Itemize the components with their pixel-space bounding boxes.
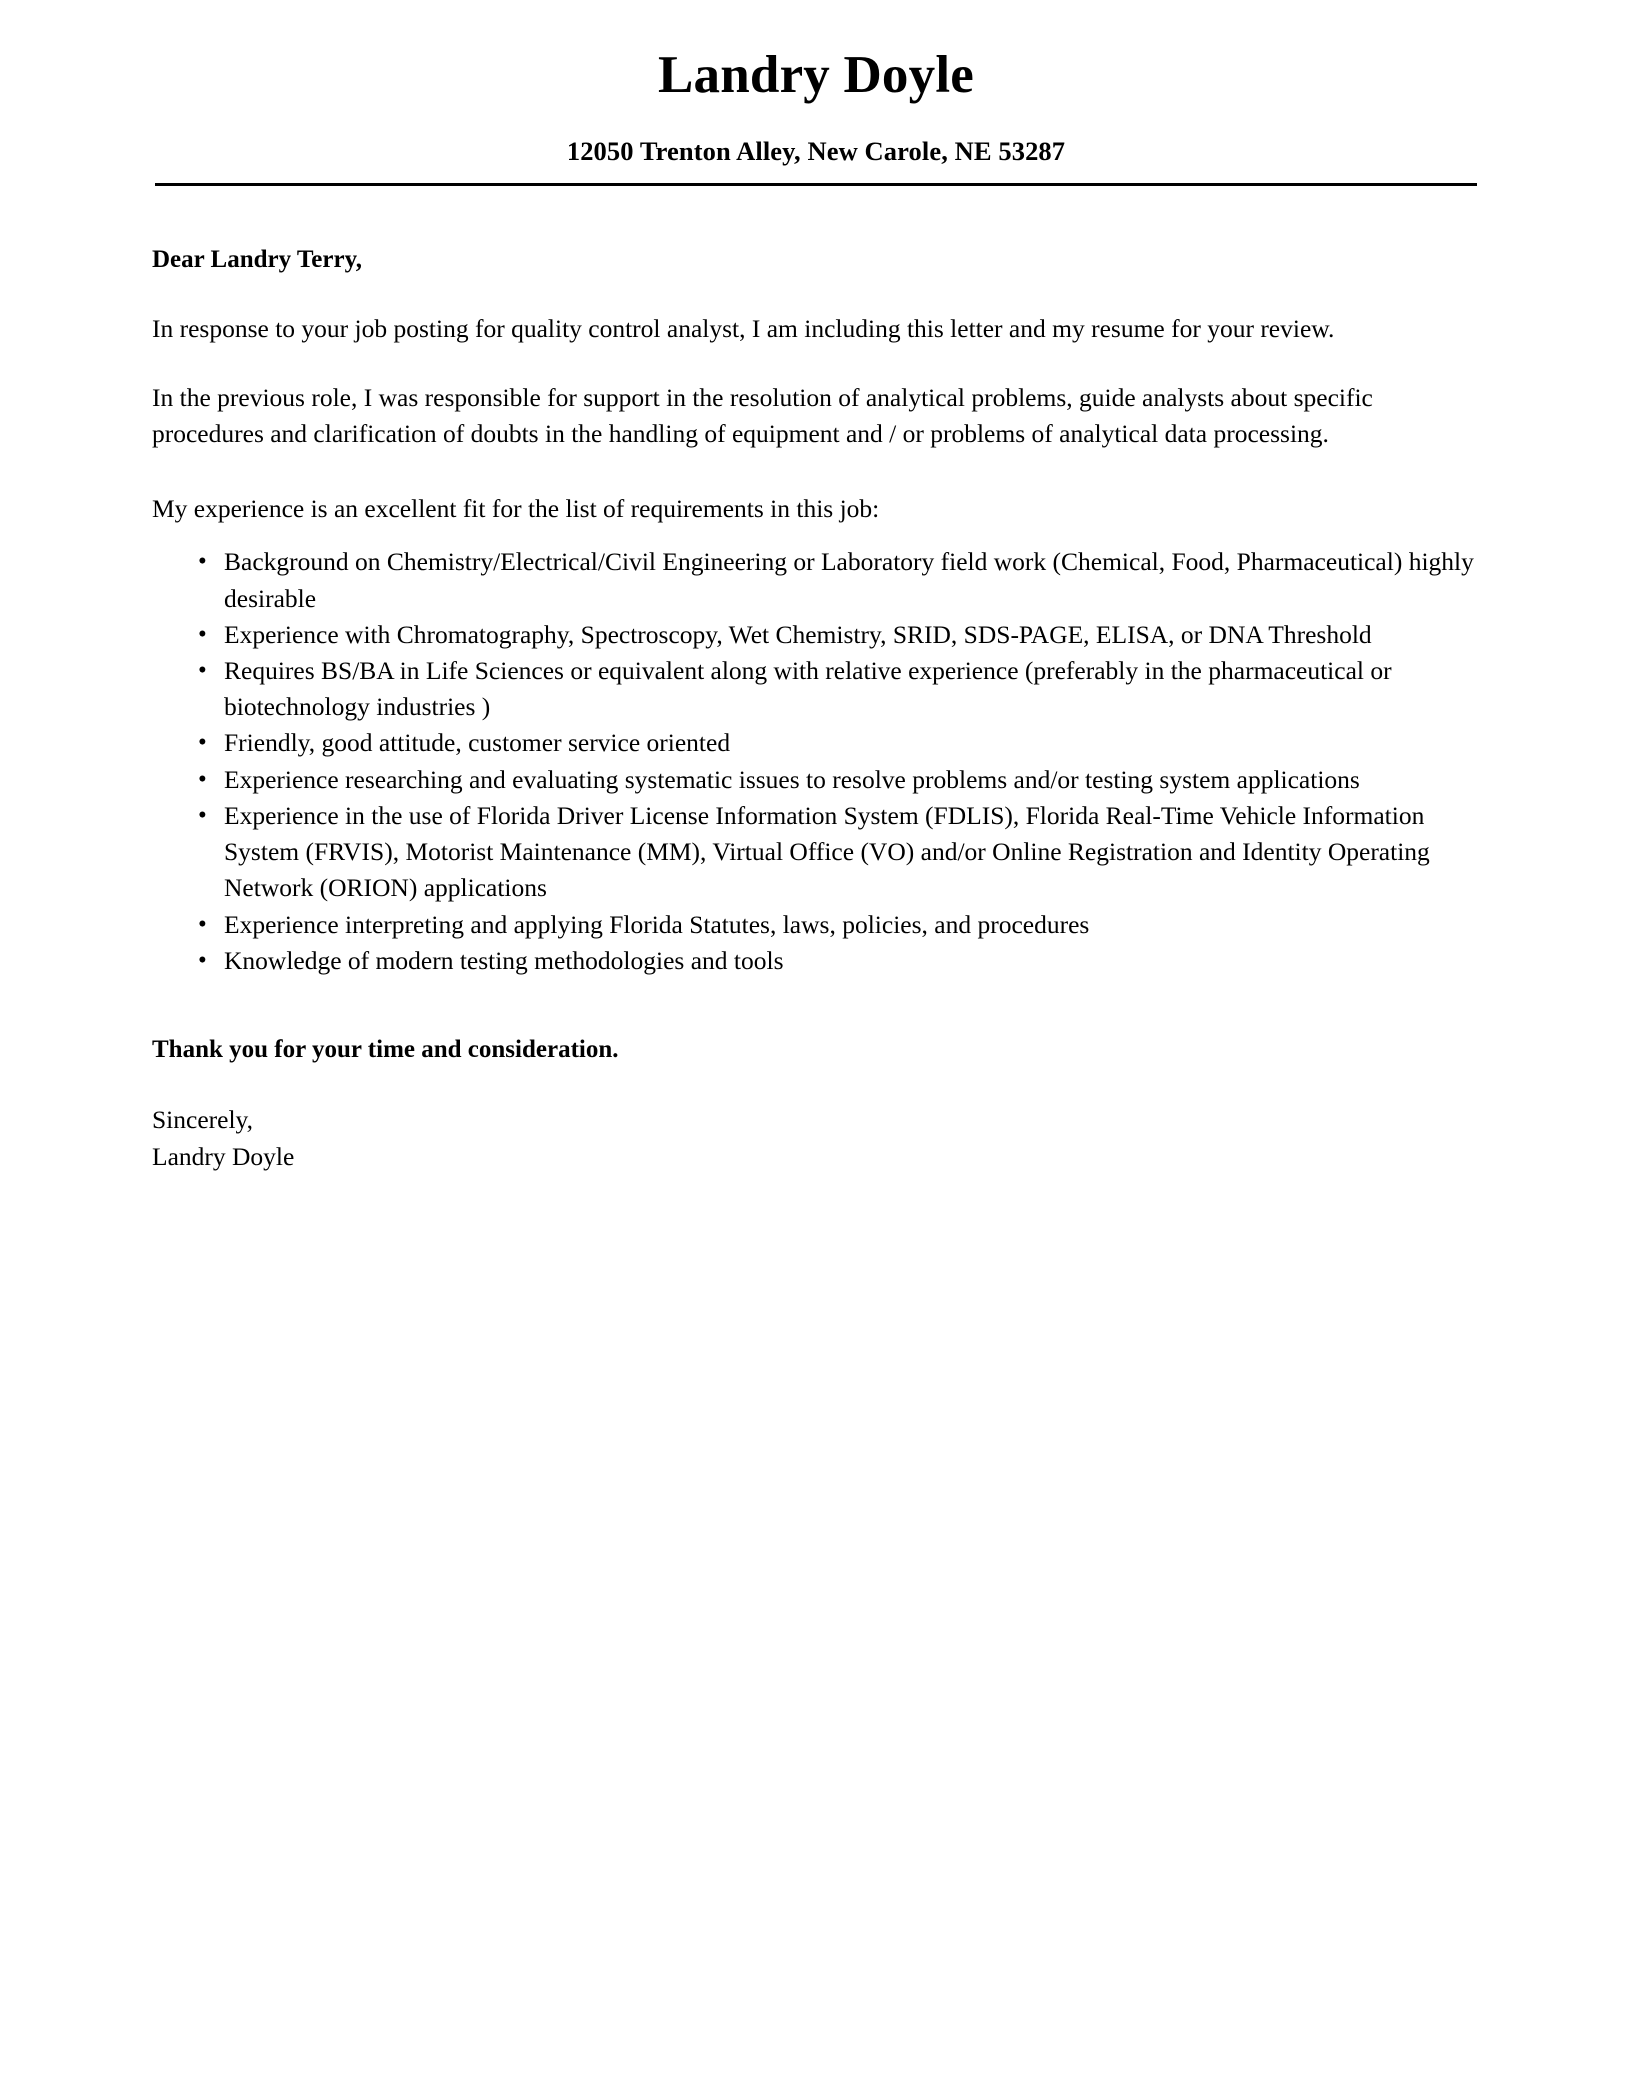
list-item <box>198 943 1477 979</box>
bullet-icon: • <box>198 801 207 829</box>
list-item-label: Friendly, good attitude, customer service oriented <box>224 728 731 758</box>
list-item-label: Requires BS/BA in Life Sciences or equivalent along with relative experience (preferably in the pharmaceutical or biotechnology industries ) <box>224 656 1392 722</box>
list-item-label: Background on Chemistry/Electrical/Civil Engineering or Laboratory field work (Chemical, Food, Pharmaceutical) highly desirable <box>224 547 1474 613</box>
intro-paragraph: In response to your job posting for quality control analyst, I am including this letter and my resume for your review. <box>152 313 1335 343</box>
bullet-icon: • <box>198 548 207 576</box>
thanks-line: Thank you for your time and consideration. <box>152 1035 619 1063</box>
list-item <box>198 798 1477 907</box>
bullet-icon: • <box>198 620 207 648</box>
list-item <box>198 762 1477 798</box>
list-item <box>198 653 1477 725</box>
list-item-label: Experience researching and evaluating systematic issues to resolve problems and/or testing system applications <box>224 764 1360 794</box>
page-title: Landry Doyle <box>657 46 974 104</box>
list-item <box>198 725 1477 761</box>
signature-block <box>152 1102 1477 1174</box>
bullet-icon: • <box>198 946 207 974</box>
list-item-label: Experience in the use of Florida Driver License Information System (FDLIS), Florida Real-Time Vehicle Information System (FRVIS), Motorist Maintenance (MM), Virtual Office (VO) and/or Online Registration and Identity Operating Network (ORION) applications <box>224 800 1430 903</box>
letter-body <box>152 186 1477 1175</box>
bullet-icon: • <box>198 910 207 938</box>
letterhead <box>0 0 1632 186</box>
list-item <box>198 617 1477 653</box>
requirements-list <box>152 544 1477 978</box>
signoff-closing: Sincerely, <box>152 1105 254 1135</box>
list-item-label: Experience with Chromatography, Spectroscopy, Wet Chemistry, SRID, SDS-PAGE, ELISA, or DNA Threshold <box>224 619 1372 649</box>
bullet-icon: • <box>198 765 207 793</box>
bullet-icon: • <box>198 657 207 685</box>
salutation: Dear Landry Terry, <box>152 246 362 274</box>
bullet-icon: • <box>198 729 207 757</box>
signoff-name: Landry Doyle <box>152 1141 295 1171</box>
list-item-label: Knowledge of modern testing methodologies and tools <box>224 945 784 975</box>
list-item <box>198 907 1477 943</box>
list-item <box>198 544 1477 616</box>
experience-paragraph: In the previous role, I was responsible for support in the resolution of analytical problems, guide analysts about specific procedures and clarification of doubts in the handling of equipment and / or problems of analytical data processing. <box>152 382 1373 449</box>
requirements-intro: My experience is an excellent fit for the list of requirements in this job: <box>152 494 880 524</box>
address-line: 12050 Trenton Alley, New Carole, NE 53287 <box>566 136 1066 167</box>
list-item-label: Experience interpreting and applying Florida Statutes, laws, policies, and procedures <box>224 909 1090 939</box>
